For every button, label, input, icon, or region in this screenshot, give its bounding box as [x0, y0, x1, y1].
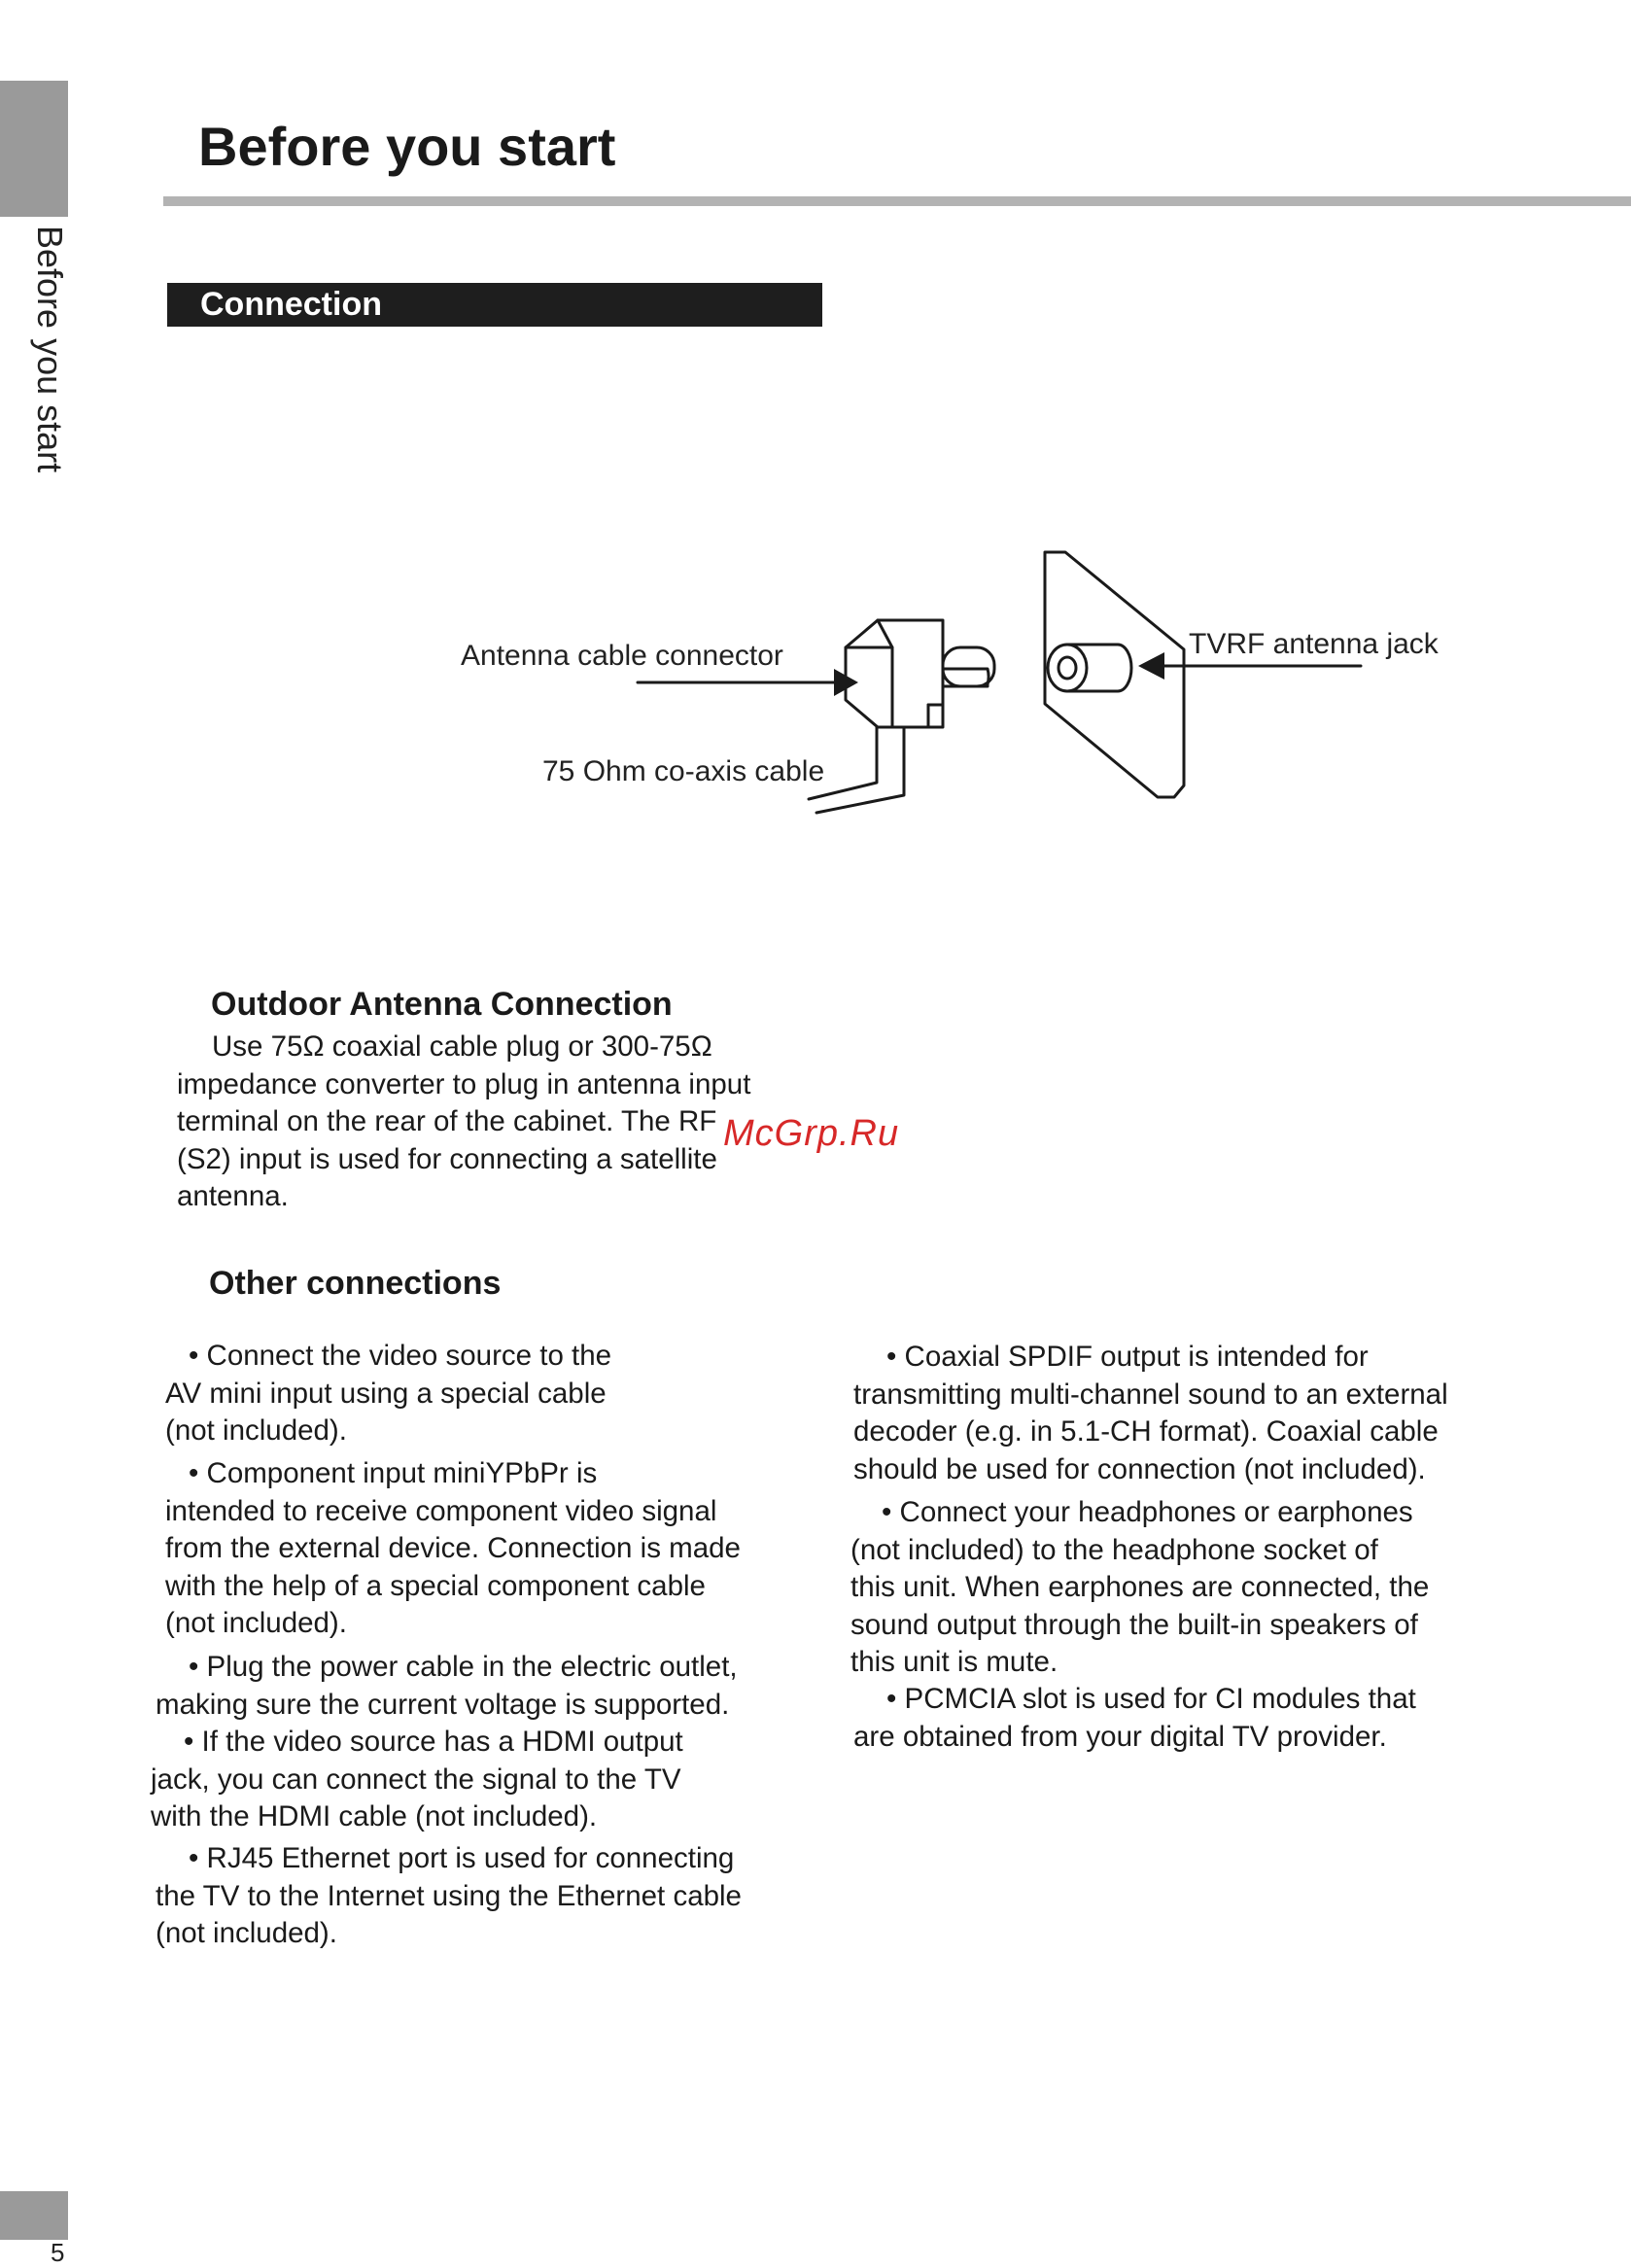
page-number-tab: [0, 2191, 68, 2240]
outdoor-antenna-heading: Outdoor Antenna Connection: [211, 986, 673, 1023]
label-tvrf-antenna-jack: TVRF antenna jack: [1189, 628, 1439, 660]
page-title: Before you start: [198, 116, 616, 177]
paragraph-line: (not included).: [156, 1917, 337, 1949]
list-item-component-input: [165, 1455, 741, 1643]
paragraph-line: (not included) to the headphone socket of: [850, 1533, 1378, 1566]
paragraph-line: • Plug the power cable in the electric outlet,: [189, 1651, 738, 1683]
paragraph-line: with the help of a special component cable: [165, 1569, 706, 1602]
paragraph-line: • If the video source has a HDMI output: [184, 1726, 683, 1758]
paragraph-line: should be used for connection (not included).: [853, 1452, 1426, 1485]
list-item-ethernet: [156, 1840, 742, 1953]
paragraph-line: transmitting multi-channel sound to an external: [853, 1378, 1448, 1411]
paragraph-line: • Component input miniYPbPr is: [189, 1457, 598, 1489]
list-item-headphones: [850, 1494, 1429, 1682]
section-header-connection: Connection: [167, 283, 822, 327]
jack-arrow-icon: [1138, 652, 1164, 680]
paragraph-line: intended to receive component video signal: [165, 1494, 717, 1527]
paragraph-line: Use 75Ω coaxial cable plug or 300-75Ω: [212, 1030, 712, 1063]
watermark: McGrp.Ru: [723, 1113, 900, 1154]
paragraph-line: • Connect your headphones or earphones: [882, 1496, 1413, 1528]
paragraph-line: (not included).: [165, 1414, 347, 1447]
paragraph-line: AV mini input using a special cable: [165, 1377, 607, 1410]
paragraph-line: • RJ45 Ethernet port is used for connecting: [189, 1842, 735, 1874]
list-item-hdmi: [151, 1724, 683, 1836]
label-antenna-cable-connector: Antenna cable connector: [461, 640, 783, 672]
paragraph-line: terminal on the rear of the cabinet. The RF: [177, 1105, 717, 1137]
paragraph-line: from the external device. Connection is made: [165, 1532, 741, 1564]
page-number: 5: [51, 2238, 65, 2267]
paragraph-line: the TV to the Internet using the Ethernet cable: [156, 1879, 742, 1912]
paragraph-line: this unit is mute.: [850, 1646, 1058, 1678]
paragraph-line: making sure the current voltage is supported.: [156, 1688, 730, 1721]
rf-jack-icon: [1048, 645, 1131, 691]
paragraph-line: • PCMCIA slot is used for CI modules that: [886, 1683, 1416, 1715]
antenna-plug-icon: [846, 620, 994, 727]
list-item-av-input: [165, 1338, 611, 1450]
label-coax-cable: 75 Ohm co-axis cable: [542, 755, 825, 787]
paragraph-line: • Connect the video source to the: [189, 1340, 612, 1372]
outdoor-antenna-paragraph: [177, 1029, 750, 1216]
list-item-spdif: [853, 1339, 1448, 1488]
paragraph-line: are obtained from your digital TV provider.: [853, 1720, 1387, 1753]
side-tab-label: Before you start: [30, 226, 70, 473]
other-connections-heading: Other connections: [209, 1265, 502, 1302]
paragraph-line: decoder (e.g. in 5.1-CH format). Coaxial cable: [853, 1415, 1439, 1448]
paragraph-line: this unit. When earphones are connected, the: [850, 1571, 1430, 1603]
list-item-power-cable: [156, 1649, 738, 1724]
paragraph-line: antenna.: [177, 1180, 289, 1212]
paragraph-line: • Coaxial SPDIF output is intended for: [886, 1341, 1369, 1373]
paragraph-line: with the HDMI cable (not included).: [151, 1800, 598, 1832]
paragraph-line: impedance converter to plug in antenna input: [177, 1067, 751, 1100]
list-item-pcmcia: [853, 1681, 1416, 1756]
paragraph-line: (not included).: [165, 1607, 347, 1639]
paragraph-line: sound output through the built-in speakers of: [850, 1608, 1418, 1641]
paragraph-line: jack, you can connect the signal to the TV: [151, 1762, 681, 1796]
paragraph-line: (S2) input is used for connecting a satellite: [177, 1142, 717, 1175]
